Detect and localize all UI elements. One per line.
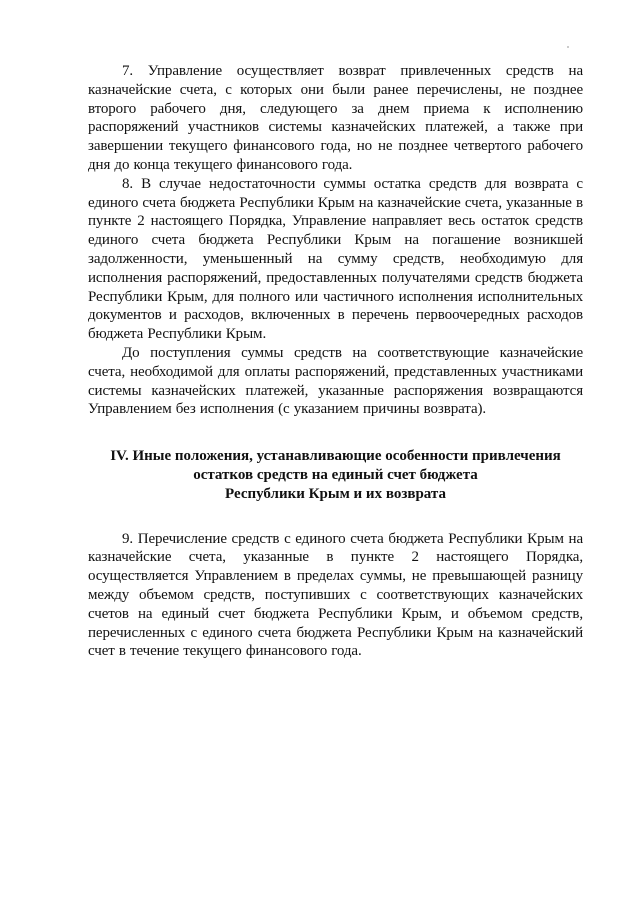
paragraph-8-continuation: До поступления суммы средств на соответствующие казначейские счета, необходимой для оплаты распоряжений, представленных участниками системы казначейских платежей, указанные распоряжения возвращаются Управлением без исполнения (с указанием причины возврата). bbox=[88, 344, 583, 418]
document-page bbox=[88, 62, 583, 661]
paragraph-8: 8. В случае недостаточности суммы остатка средств для возврата с единого счета бюджета Республики Крым на казначейские счета, указанные в пункте 2 настоящего Порядка, Управление направляет весь остаток средств единого счета бюджета Республики Крым на погашение возникшей задолженности, уменьшенный на сумму средств, необходимую для исполнения распоряжений, предоставленных получателями средств бюджета Республики Крым, для полного или частичного исполнения исполнительных документов и расходов, включенных в перечень первоочередных расходов бюджета Республики Крым. bbox=[88, 175, 583, 343]
section-title bbox=[88, 447, 583, 503]
paragraph-7: 7. Управление осуществляет возврат привлеченных средств на казначейские счета, с которых они были ранее перечислены, не позднее второго рабочего дня, следующего за днем приема к исполнению распоряжений участников системы казначейских платежей, а также при завершении текущего финансового года, но не позднее четвертого рабочего дня до конца текущего финансового года. bbox=[88, 63, 583, 173]
scan-speck bbox=[567, 46, 569, 48]
paragraph-9: 9. Перечисление средств с единого счета бюджета Республики Крым на казначейские счета, указанные в пункте 2 настоящего Порядка, осуществляется Управлением в пределах суммы, не превышающей разницу между объемом средств, поступивших с соответствующих казначейских счетов на единый счет бюджета Республики Крым, и объемом средств, перечисленных с единого счета бюджета Республики Крым на казначейский счет в течение текущего финансового года. bbox=[88, 530, 583, 660]
section-title-line-2: остатков средств на единый счет бюджета bbox=[193, 466, 478, 483]
section-title-line-3: Республики Крым и их возврата bbox=[225, 485, 446, 502]
section-title-line-1: IV. Иные положения, устанавливающие особенности привлечения bbox=[110, 448, 561, 465]
